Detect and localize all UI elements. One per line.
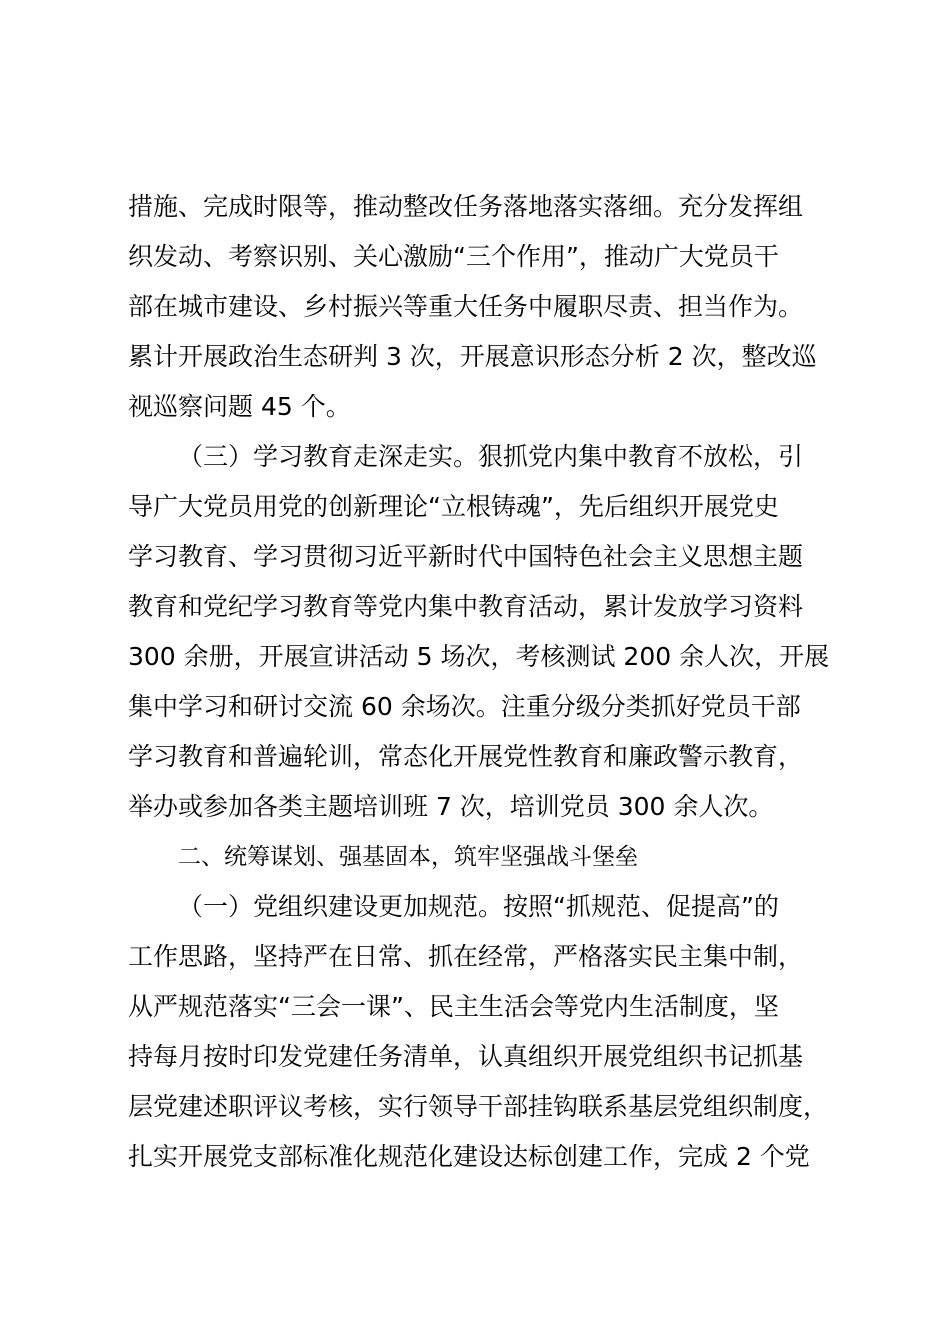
body-text-line: 300 余册，开展宣讲活动 5 场次，考核测试 200 余人次，开展: [128, 642, 830, 671]
body-text-line: 措施、完成时限等，推动整改任务落地落实落细。充分发挥组: [128, 192, 804, 221]
section-heading: 二、统筹谋划、强基固本，筑牢坚强战斗堡垒: [178, 844, 638, 870]
body-text-line: 持每月按时印发党建任务清单，认真组织开展党组织书记抓基: [128, 1042, 804, 1071]
body-text-line: 累计开展政治生态研判 3 次，开展意识形态分析 2 次，整改巡: [128, 342, 817, 371]
body-text-line: 工作思路，坚持严在日常、抓在经常，严格落实民主集中制，: [128, 942, 804, 971]
body-text-line: 扎实开展党支部标准化规范化建设达标创建工作，完成 2 个党: [128, 1142, 810, 1171]
body-text-line: 学习教育、学习贯彻习近平新时代中国特色社会主义思想主题: [128, 542, 804, 571]
body-text-line: 举办或参加各类主题培训班 7 次，培训党员 300 余人次。: [128, 792, 774, 821]
body-text-line: 学习教育和普遍轮训，常态化开展党性教育和廉政警示教育，: [128, 742, 804, 771]
body-text-line: 从严规范落实“三会一课”、民主生活会等党内生活制度，坚: [128, 992, 779, 1021]
body-text-line: 层党建述职评议考核，实行领导干部挂钩联系基层党组织制度，: [128, 1092, 829, 1121]
body-text-line: 部在城市建设、乡村振兴等重大任务中履职尽责、担当作为。: [128, 292, 804, 321]
body-text-line: 导广大党员用党的创新理论“立根铸魂”，先后组织开展党史: [128, 492, 779, 521]
subsection-first-line: （一）党组织建设更加规范。按照“抓规范、促提高”的: [178, 892, 779, 921]
body-text-line: 织发动、考察识别、关心激励“三个作用”，推动广大党员干: [128, 242, 779, 271]
body-text-line: 视巡察问题 45 个。: [128, 392, 351, 421]
body-text-line: 教育和党纪学习教育等党内集中教育活动，累计发放学习资料: [128, 592, 804, 621]
subsection-first-line: （三）学习教育走深走实。狠抓党内集中教育不放松，引: [178, 442, 804, 471]
body-text-line: 集中学习和研讨交流 60 余场次。注重分级分类抓好党员干部: [128, 692, 801, 721]
